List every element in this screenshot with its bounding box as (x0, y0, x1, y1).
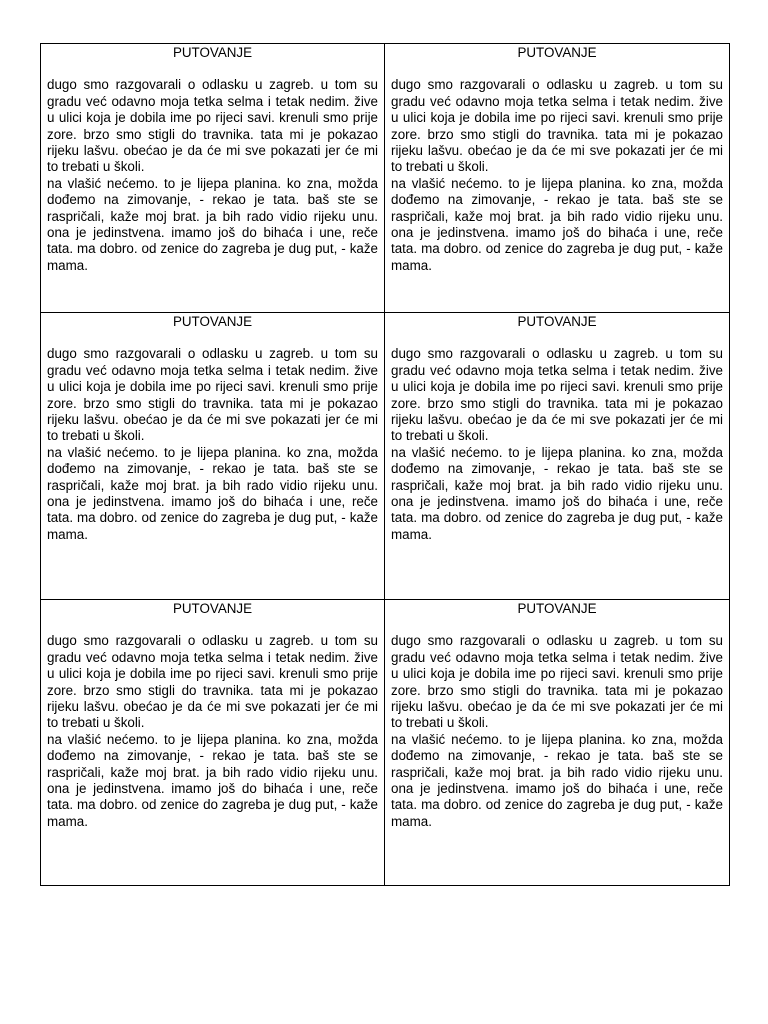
card-paragraph: dugo smo razgovarali o odlasku u zagreb. u tom su gradu već odavno moja tetka selma i tetak nedim. žive u ulici koja je dobila ime po rijeci savi. krenuli smo prije zore. brzo smo stigli do travnika. tata mi je pokazao rijeku lašvu. obećao je da će mi sve pokazati jer će mi to trebati u školi. (391, 633, 723, 731)
card-cell (385, 600, 730, 886)
card-paragraph: na vlašić nećemo. to je lijepa planina. ko zna, možda dođemo na zimovanje, - rekao je tata. baš ste se raspričali, kaže moj brat. ja bih rado vidio rijeku unu. ona je jedinstvena. imamo još do bihaća i une, reče tata. ma dobro. od zenice do zagreba je dug put, - kaže mama. (391, 444, 723, 542)
card-paragraph: dugo smo razgovarali o odlasku u zagreb. u tom su gradu već odavno moja tetka selma i tetak nedim. žive u ulici koja je dobila ime po rijeci savi. krenuli smo prije zore. brzo smo stigli do travnika. tata mi je pokazao rijeku lašvu. obećao je da će mi sve pokazati jer će mi to trebati u školi. (47, 633, 378, 731)
card (385, 45, 729, 274)
card-paragraph: na vlašić nećemo. to je lijepa planina. ko zna, možda dođemo na zimovanje, - rekao je tata. baš ste se raspričali, kaže moj brat. ja bih rado vidio rijeku unu. ona je jedinstvena. imamo još do bihaća i une, reče tata. ma dobro. od zenice do zagreba je dug put, - kaže mama. (47, 175, 378, 273)
card (385, 601, 729, 830)
card (41, 314, 384, 543)
card-cell (385, 313, 730, 600)
card (41, 601, 384, 830)
card-title: PUTOVANJE (517, 601, 597, 616)
card-paragraph: na vlašić nećemo. to je lijepa planina. ko zna, možda dođemo na zimovanje, - rekao je tata. baš ste se raspričali, kaže moj brat. ja bih rado vidio rijeku unu. ona je jedinstvena. imamo još do bihaća i une, reče tata. ma dobro. od zenice do zagreba je dug put, - kaže mama. (391, 731, 723, 829)
card-paragraph: dugo smo razgovarali o odlasku u zagreb. u tom su gradu već odavno moja tetka selma i tetak nedim. žive u ulici koja je dobila ime po rijeci savi. krenuli smo prije zore. brzo smo stigli do travnika. tata mi je pokazao rijeku lašvu. obećao je da će mi sve pokazati jer će mi to trebati u školi. (391, 346, 723, 444)
card-title: PUTOVANJE (517, 314, 597, 329)
card-title: PUTOVANJE (172, 601, 253, 616)
card-title: PUTOVANJE (517, 45, 597, 60)
card (41, 45, 384, 274)
card-cell (41, 313, 385, 600)
table-row (41, 313, 730, 600)
card-title: PUTOVANJE (172, 45, 253, 60)
card-paragraph: na vlašić nećemo. to je lijepa planina. ko zna, možda dođemo na zimovanje, - rekao je tata. baš ste se raspričali, kaže moj brat. ja bih rado vidio rijeku unu. ona je jedinstvena. imamo još do bihaća i une, reče tata. ma dobro. od zenice do zagreba je dug put, - kaže mama. (391, 175, 723, 273)
card-cell (41, 600, 385, 886)
card-paragraph: dugo smo razgovarali o odlasku u zagreb. u tom su gradu već odavno moja tetka selma i tetak nedim. žive u ulici koja je dobila ime po rijeci savi. krenuli smo prije zore. brzo smo stigli do travnika. tata mi je pokazao rijeku lašvu. obećao je da će mi sve pokazati jer će mi to trebati u školi. (391, 77, 723, 175)
card-title: PUTOVANJE (172, 314, 253, 329)
cards-table (40, 43, 730, 886)
card-cell (385, 44, 730, 313)
card-cell (41, 44, 385, 313)
table-row (41, 44, 730, 313)
card-paragraph: na vlašić nećemo. to je lijepa planina. ko zna, možda dođemo na zimovanje, - rekao je tata. baš ste se raspričali, kaže moj brat. ja bih rado vidio rijeku unu. ona je jedinstvena. imamo još do bihaća i une, reče tata. ma dobro. od zenice do zagreba je dug put, - kaže mama. (47, 731, 378, 829)
card-paragraph: dugo smo razgovarali o odlasku u zagreb. u tom su gradu već odavno moja tetka selma i tetak nedim. žive u ulici koja je dobila ime po rijeci savi. krenuli smo prije zore. brzo smo stigli do travnika. tata mi je pokazao rijeku lašvu. obećao je da će mi sve pokazati jer će mi to trebati u školi. (47, 346, 378, 444)
card (385, 314, 729, 543)
card-paragraph: dugo smo razgovarali o odlasku u zagreb. u tom su gradu već odavno moja tetka selma i tetak nedim. žive u ulici koja je dobila ime po rijeci savi. krenuli smo prije zore. brzo smo stigli do travnika. tata mi je pokazao rijeku lašvu. obećao je da će mi sve pokazati jer će mi to trebati u školi. (47, 77, 378, 175)
table-row (41, 600, 730, 886)
card-paragraph: na vlašić nećemo. to je lijepa planina. ko zna, možda dođemo na zimovanje, - rekao je tata. baš ste se raspričali, kaže moj brat. ja bih rado vidio rijeku unu. ona je jedinstvena. imamo još do bihaća i une, reče tata. ma dobro. od zenice do zagreba je dug put, - kaže mama. (47, 444, 378, 542)
